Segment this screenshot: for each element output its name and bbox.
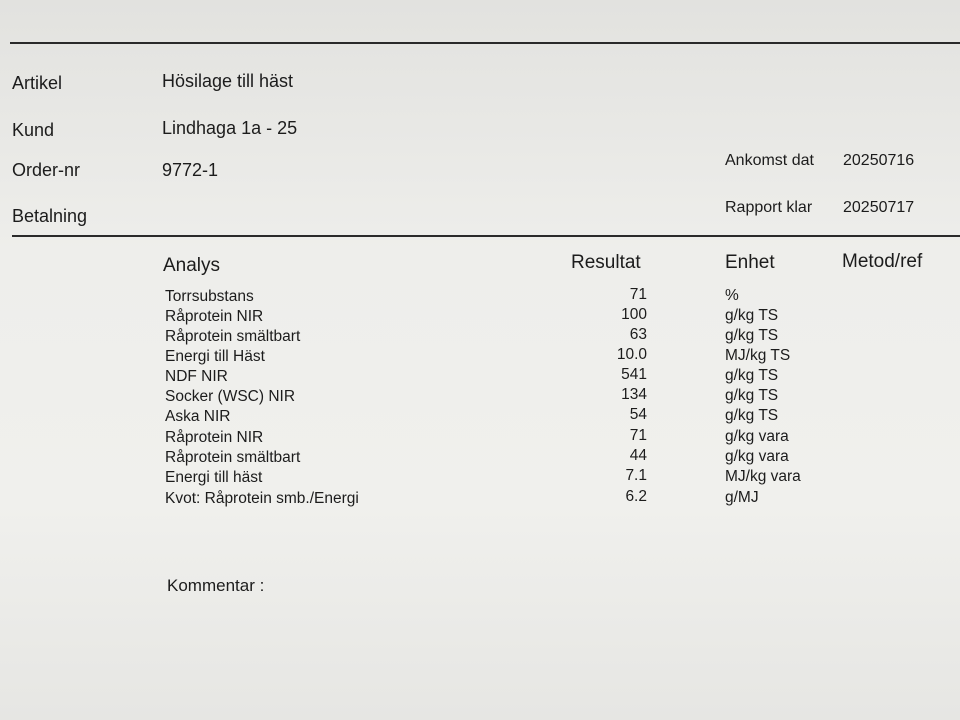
analysis-result: 7.1 xyxy=(625,467,647,484)
analysis-result: 71 xyxy=(629,286,647,303)
ankomst-date-label: Ankomst dat xyxy=(725,152,814,169)
analysis-unit: g/MJ xyxy=(725,489,759,506)
analysis-name: Torrsubstans xyxy=(165,288,254,305)
analysis-name: NDF NIR xyxy=(165,368,228,385)
kund-label: Kund xyxy=(12,120,55,140)
analysis-result: 54 xyxy=(629,406,647,423)
betalning-label: Betalning xyxy=(12,206,88,226)
analysis-unit: g/kg TS xyxy=(725,307,779,324)
analysis-result: 100 xyxy=(621,306,647,323)
analysis-name: Aska NIR xyxy=(165,408,231,425)
column-header-enhet: Enhet xyxy=(725,252,775,273)
analysis-result: 10.0 xyxy=(616,346,647,363)
column-header-analys: Analys xyxy=(163,255,221,276)
analysis-unit: % xyxy=(725,287,739,304)
order-nr-value: 9772-1 xyxy=(162,160,219,180)
analysis-unit: MJ/kg vara xyxy=(725,468,801,485)
artikel-label: Artikel xyxy=(12,73,63,93)
kund-value: Lindhaga 1a - 25 xyxy=(162,118,298,138)
comment-label: Kommentar : xyxy=(167,576,265,595)
analysis-name: Råprotein smältbart xyxy=(165,328,301,345)
analysis-result: 6.2 xyxy=(625,488,647,505)
analysis-name: Kvot: Råprotein smb./Energi xyxy=(165,490,359,507)
analysis-result: 71 xyxy=(629,427,647,444)
ankomst-date-value: 20250716 xyxy=(843,152,915,169)
analysis-result: 134 xyxy=(621,386,647,403)
analysis-unit: g/kg vara xyxy=(725,448,789,465)
artikel-value: Hösilage till häst xyxy=(162,71,294,91)
analysis-result: 44 xyxy=(629,447,647,464)
order-nr-label: Order-nr xyxy=(12,160,81,180)
section-divider xyxy=(12,235,960,237)
analysis-unit: g/kg TS xyxy=(725,367,779,384)
analysis-unit: g/kg vara xyxy=(725,428,789,445)
analysis-name: Råprotein NIR xyxy=(165,429,264,446)
analysis-unit: g/kg TS xyxy=(725,407,779,424)
analysis-name: Socker (WSC) NIR xyxy=(165,388,296,405)
rapport-klar-label: Rapport klar xyxy=(725,199,813,216)
top-divider xyxy=(10,42,960,44)
rapport-klar-value: 20250717 xyxy=(843,199,915,216)
analysis-unit: g/kg TS xyxy=(725,387,779,404)
analysis-unit: MJ/kg TS xyxy=(725,347,791,364)
column-header-metod: Metod/ref xyxy=(842,251,923,272)
analysis-name: Energi till Häst xyxy=(165,348,265,365)
analysis-result: 541 xyxy=(621,366,647,383)
analysis-unit: g/kg TS xyxy=(725,327,779,344)
analysis-name: Råprotein smältbart xyxy=(165,449,301,466)
analysis-result: 63 xyxy=(629,326,647,343)
analysis-name: Råprotein NIR xyxy=(165,308,264,325)
analysis-name: Energi till häst xyxy=(165,469,263,486)
column-header-resultat: Resultat xyxy=(571,252,641,273)
